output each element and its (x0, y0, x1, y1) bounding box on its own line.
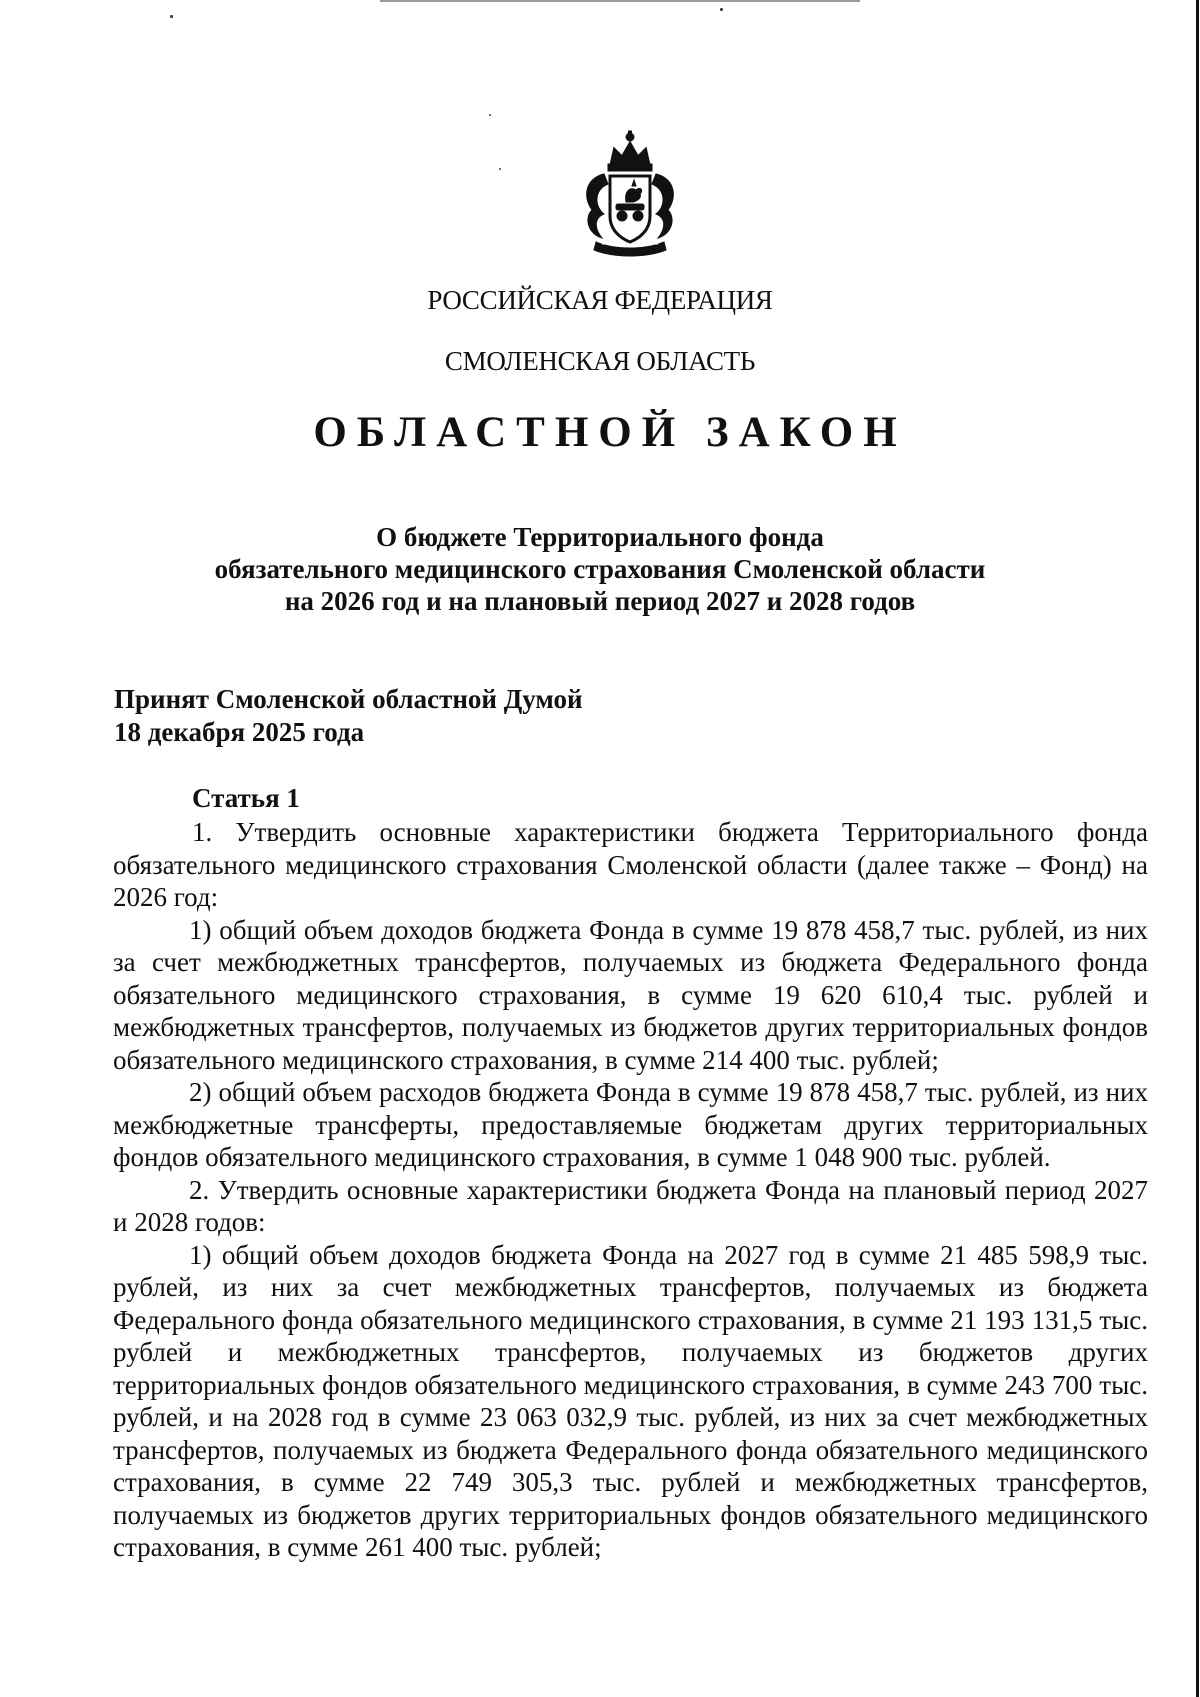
scan-speck (489, 114, 491, 116)
law-title-line: на 2026 год и на плановый период 2027 и 2028 годов (284, 586, 916, 616)
law-title (0, 521, 1200, 617)
article-paragraph: 1. Утвердить основные характеристики бюджета Территориального фонда обязательного медицинского страхования Смоленской области (далее также – Фонд) на 2026 год: (113, 817, 1148, 912)
article-paragraph: 2. Утвердить основные характеристики бюджета Фонда на плановый период 2027 и 2028 годов: (113, 1174, 1148, 1237)
law-title-line: О бюджете Территориального фонда (376, 522, 824, 552)
region-name: СМОЛЕНСКАЯ ОБЛАСТЬ (444, 346, 756, 376)
scan-artifact-top-line (380, 0, 860, 2)
law-title-line: обязательного медицинского страхования Смоленской области (214, 554, 986, 584)
article-paragraph: 1) общий объем доходов бюджета Фонда в сумме 19 878 458,7 тыс. рублей, из них за счет межбюджетных трансфертов, получаемых из бюджета Федерального фонда обязательного медицинского страхования, в сумме 19 620 610,4 тыс. рублей и межбюджетных трансфертов, получаемых из бюджетов других территориальных фондов обязательного медицинского страхования, в сумме 214 400 тыс. рублей; (113, 914, 1148, 1075)
smolensk-coat-of-arms-icon (574, 130, 686, 260)
article-heading: Статья 1 (192, 783, 300, 813)
article-paragraph: 2) общий объем расходов бюджета Фонда в сумме 19 878 458,7 тыс. рублей, из них межбюджетные трансферты, предоставляемые бюджетам других территориальных фондов обязательного медицинского страхования, в сумме 1 048 900 тыс. рублей. (113, 1077, 1148, 1172)
article-body (113, 816, 1148, 1564)
scan-artifact-right-edge (1196, 0, 1199, 1697)
country-name: РОССИЙСКАЯ ФЕДЕРАЦИЯ (427, 285, 773, 315)
scan-speck (720, 8, 723, 11)
adoption-info (114, 683, 583, 749)
document-type-heading: ОБЛАСТНОЙ ЗАКОН (313, 409, 907, 456)
article-paragraph: 1) общий объем доходов бюджета Фонда на 2027 год в сумме 21 485 598,9 тыс. рублей, из них за счет межбюджетных трансфертов, получаемых из бюджета Федерального фонда обязательного медицинского страхования, в сумме 21 193 131,5 тыс. рублей и межбюджетных трансфертов, получаемых из бюджетов других территориальных фондов обязательного медицинского страхования, в сумме 243 700 тыс. рублей, и на 2028 год в сумме 23 063 032,9 тыс. рублей, из них за счет межбюджетных трансфертов, получаемых из бюджета Федерального фонда обязательного медицинского страхования, в сумме 22 749 305,3 тыс. рублей и межбюджетных трансфертов, получаемых из бюджетов других территориальных фондов обязательного медицинского страхования, в сумме 261 400 тыс. рублей; (113, 1239, 1148, 1562)
scan-speck (170, 15, 173, 18)
scan-speck (499, 168, 501, 170)
adoption-body: Принят Смоленской областной Думой (114, 684, 583, 714)
adoption-date: 18 декабря 2025 года (114, 717, 365, 747)
